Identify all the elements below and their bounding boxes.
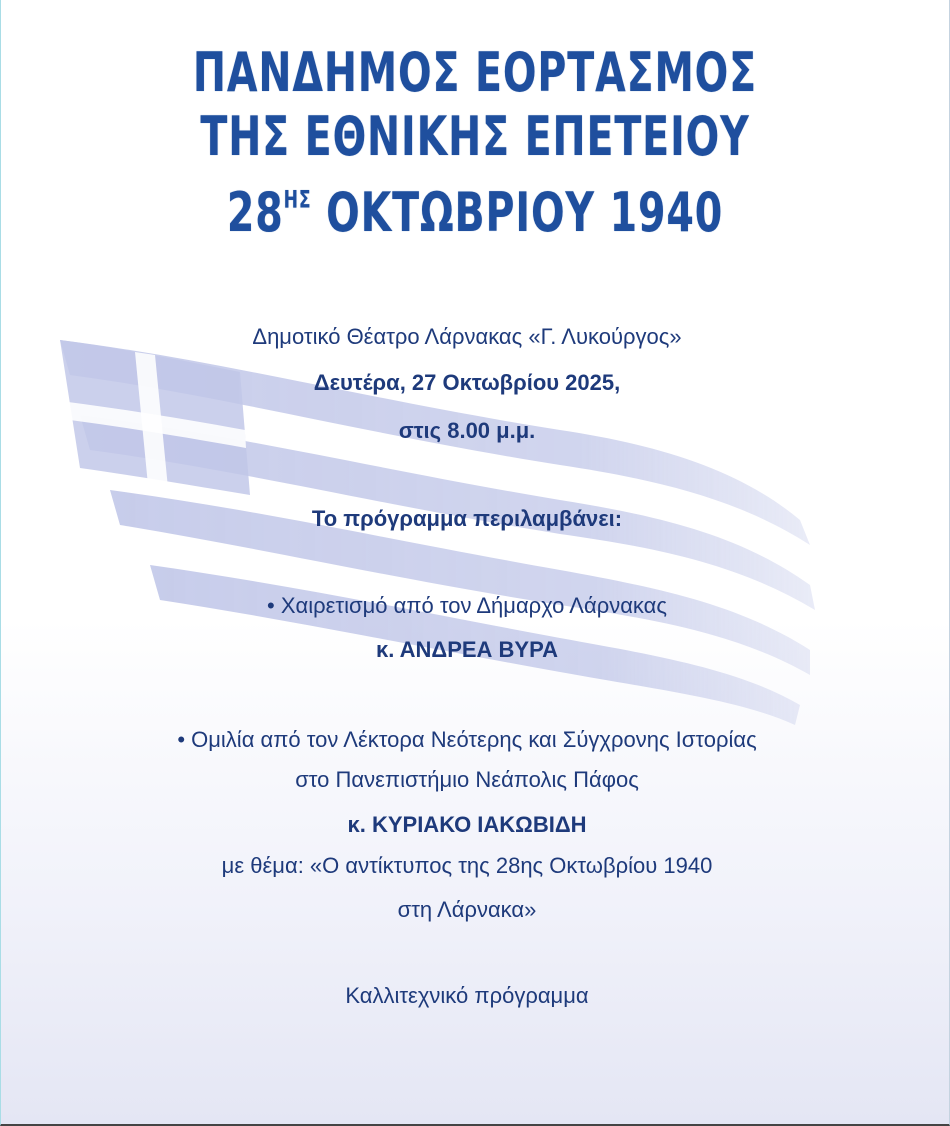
- program-heading: Το πρόγραμμα περιλαμβάνει:: [311, 506, 623, 531]
- university-text: στο Πανεπιστήμιο Νεάπολις Πάφος: [295, 767, 639, 792]
- title-date-number: 28: [226, 180, 284, 244]
- event-date: Δευτέρα, 27 Οκτωβρίου 2025,: [313, 370, 621, 395]
- program-item-greeting: • Χαιρετισμό από τον Δήμαρχο Λάρνακας: [267, 593, 667, 618]
- speech-topic-line-1: με θέμα: «Ο αντίκτυπος της 28ης Οκτωβρίου 1940: [221, 853, 713, 878]
- title-date-rest: ΟΚΤΩΒΡΙΟΥ 1940: [311, 180, 724, 244]
- mayor-name: κ. ΑΝΔΡΕΑ ΒΥΡΑ: [375, 637, 559, 662]
- title-date-suffix: ΗΣ: [283, 184, 312, 214]
- program-item-speech: • Ομιλία από τον Λέκτορα Νεότερης και Σύγχρονης Ιστορίας: [177, 727, 757, 752]
- speech-topic-line-2: στη Λάρνακα»: [397, 897, 537, 922]
- title-line-3: [67, 161, 884, 250]
- title-line-1: ΠΑΝΔΗΜΟΣ ΕΟΡΤΑΣΜΟΣ: [192, 40, 758, 104]
- event-time: στις 8.00 μ.μ.: [398, 418, 536, 443]
- program-item-artistic: Καλλιτεχνικό πρόγραμμα: [345, 983, 589, 1008]
- venue-text: Δημοτικό Θέατρο Λάρνακας «Γ. Λυκούργος»: [252, 324, 682, 349]
- speaker-name: κ. ΚΥΡΙΑΚΟ ΙΑΚΩΒΙΔΗ: [347, 812, 587, 837]
- title-line-2: ΤΗΣ ΕΘΝΙΚΗΣ ΕΠΕΤΕΙΟΥ: [200, 104, 750, 168]
- title-block: [0, 40, 950, 243]
